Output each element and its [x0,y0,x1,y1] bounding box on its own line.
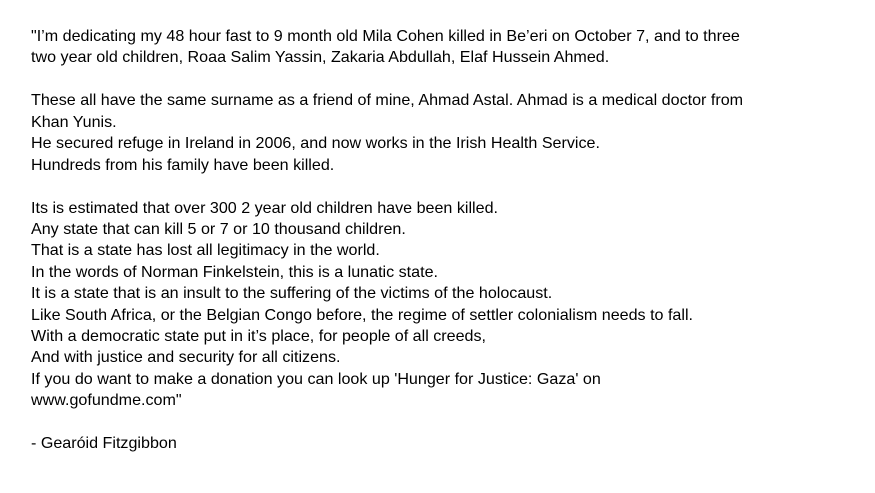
paragraph-statement [31,198,861,412]
text-line: It is a state that is an insult to the suffering of the victims of the holocaust. [31,284,553,303]
text-line: If you do want to make a donation you can look up 'Hunger for Justice: Gaza' on [31,369,601,388]
text-line: two year old children, Roaa Salim Yassin, Zakaria Abdullah, Elaf Hussein Ahmed. [31,48,610,67]
text-line: And with justice and security for all citizens. [31,348,341,367]
statement-document [31,26,861,455]
text-line: Khan Yunis. [31,112,117,131]
paragraph-spacer [31,412,861,434]
text-line: Any state that can kill 5 or 7 or 10 thousand children. [31,220,406,239]
text-line: In the words of Norman Finkelstein, this is a lunatic state. [31,262,438,281]
text-line: With a democratic state put in it’s place, for people of all creeds, [31,327,487,346]
text-line: "I’m dedicating my 48 hour fast to 9 month old Mila Cohen killed in Be’eri on October 7, and to three [31,27,740,45]
text-line: www.gofundme.com" [31,391,182,410]
text-line: He secured refuge in Ireland in 2006, and now works in the Irish Health Service. [31,134,600,153]
text-line: Hundreds from his family have been killed. [31,155,335,174]
paragraph-friend [31,90,861,176]
text-line: Its is estimated that over 300 2 year old children have been killed. [31,198,498,217]
text-line: Like South Africa, or the Belgian Congo before, the regime of settler colonialism needs to fall. [31,305,694,324]
paragraph-dedication [31,26,861,69]
text-line: These all have the same surname as a friend of mine, Ahmad Astal. Ahmad is a medical doctor from [31,91,744,110]
text-line: That is a state has lost all legitimacy in the world. [31,241,380,260]
attribution-text: - Gearóid Fitzgibbon [31,434,177,453]
attribution [31,433,861,454]
paragraph-spacer [31,176,861,198]
paragraph-spacer [31,69,861,91]
